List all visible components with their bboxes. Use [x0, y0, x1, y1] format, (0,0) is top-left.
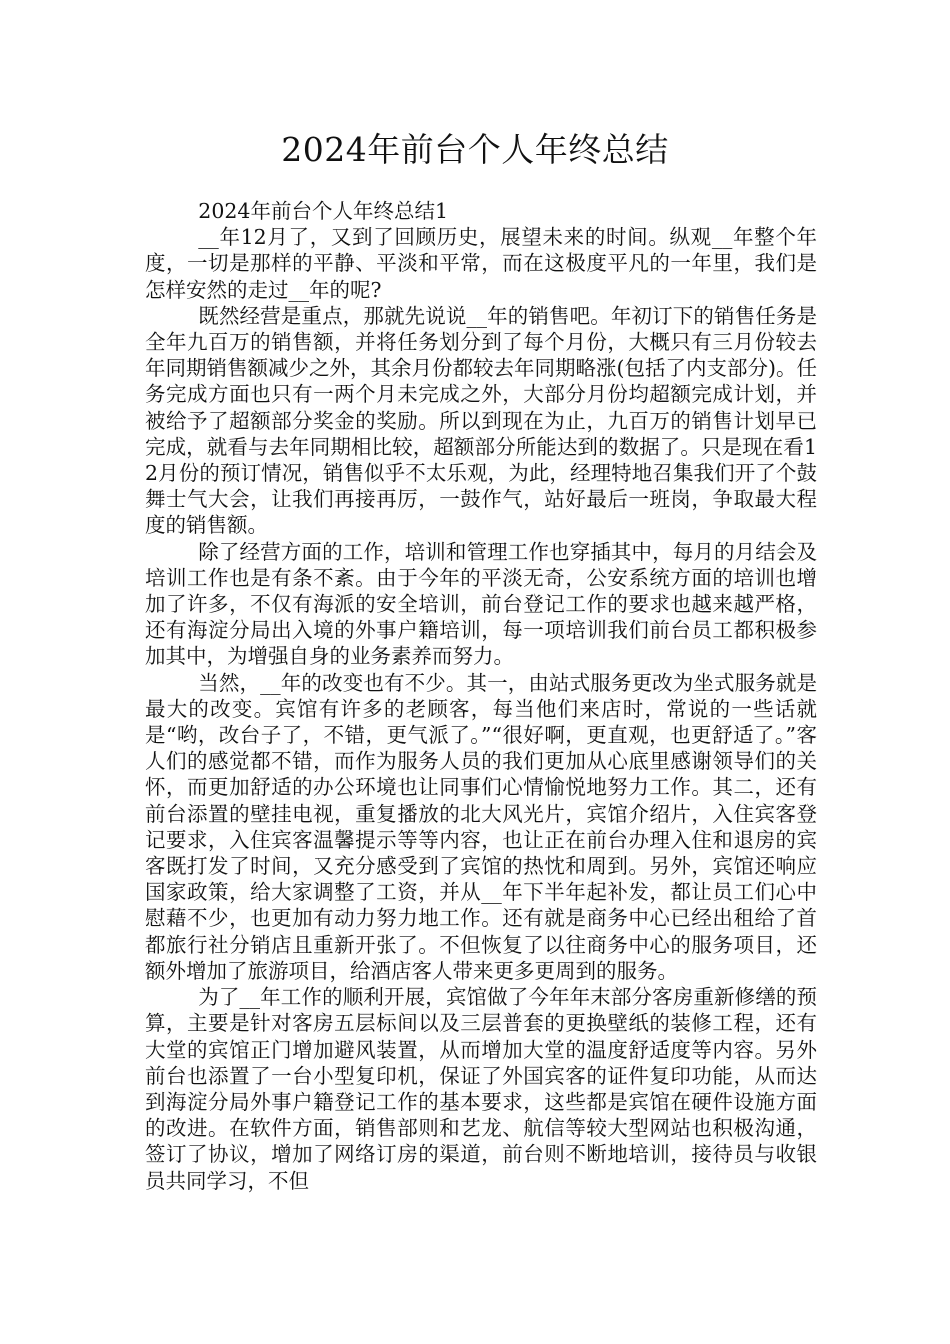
paragraph-1: __年12月了，又到了回顾历史，展望未来的时间。纵观__年整个年度，一切是那样的平静、平淡和平常，而在这极度平凡的一年里，我们是怎样安然的走过__年的呢?	[145, 225, 817, 302]
paragraph-3: 除了经营方面的工作，培训和管理工作也穿插其中，每月的月结会及培训工作也是有条不紊。由于今年的平淡无奇，公安系统方面的培训也增加了许多，不仅有海派的安全培训，前台登记工作的要求也越来越严格，还有海淀分局出入境的外事户籍培训，每一项培训我们前台员工都积极参加其中，为增强自身的业务素养而努力。	[145, 539, 817, 669]
section-heading: 2024年前台个人年终总结1	[198, 199, 449, 223]
document-body	[145, 198, 817, 1194]
paragraph-2: 既然经营是重点，那就先说说__年的销售吧。年初订下的销售任务是全年九百万的销售额，并将任务划分到了每个月份，大概只有三月份较去年同期销售额减少之外，其余月份都较去年同期略涨(包括了内支部分)。任务完成方面也只有一两个月未完成之外，大部分月份均超额完成计划，并被给予了超额部分奖金的奖励。所以到现在为止，九百万的销售计划早已完成，就看与去年同期相比较，超额部分所能达到的数据了。只是现在看12月份的预订情况，销售似乎不太乐观，为此，经理特地召集我们开了个鼓舞士气大会，让我们再接再厉，一鼓作气，站好最后一班岗，争取最大程度的销售额。	[145, 303, 817, 538]
paragraph-4: 当然，__年的改变也有不少。其一，由站式服务更改为坐式服务就是最大的改变。宾馆有许多的老顾客，每当他们来店时，常说的一些话就是“哟，改台子了，不错，更气派了。”“很好啊，更直观，也更舒适了。”客人们的感觉都不错，而作为服务人员的我们更加从心底里感谢领导们的关怀，而更加舒适的办公环境也让同事们心情愉悦地努力工作。其二，还有前台添置的壁挂电视，重复播放的北大风光片，宾馆介绍片，入住宾客登记要求，入住宾客温馨提示等等内容，也让正在前台办理入住和退房的宾客既打发了时间，又充分感受到了宾馆的热忱和周到。另外，宾馆还响应国家政策，给大家调整了工资，并从__年下半年起补发，都让员工们心中慰藉不少，也更加有动力努力地工作。还有就是商务中心已经出租给了首都旅行社分销店且重新开张了。不但恢复了以往商务中心的服务项目，还额外增加了旅游项目，给酒店客人带来更多更周到的服务。	[145, 670, 817, 983]
document-title: 2024年前台个人年终总结	[281, 130, 669, 169]
paragraph-5: 为了__年工作的顺利开展，宾馆做了今年年末部分客房重新修缮的预算，主要是针对客房五层标间以及三层普套的更换壁纸的装修工程，还有大堂的宾馆正门增加避风装置，从而增加大堂的温度舒适度等内容。另外前台也添置了一台小型复印机，保证了外国宾客的证件复印功能，从而达到海淀分局外事户籍登记工作的基本要求，这些都是宾馆在硬件设施方面的改进。在软件方面，销售部则和艺龙、航信等较大型网站也积极沟通，签订了协议，增加了网络订房的渠道，前台则不断地培训，接待员与收银员共同学习，不但	[145, 985, 817, 1193]
